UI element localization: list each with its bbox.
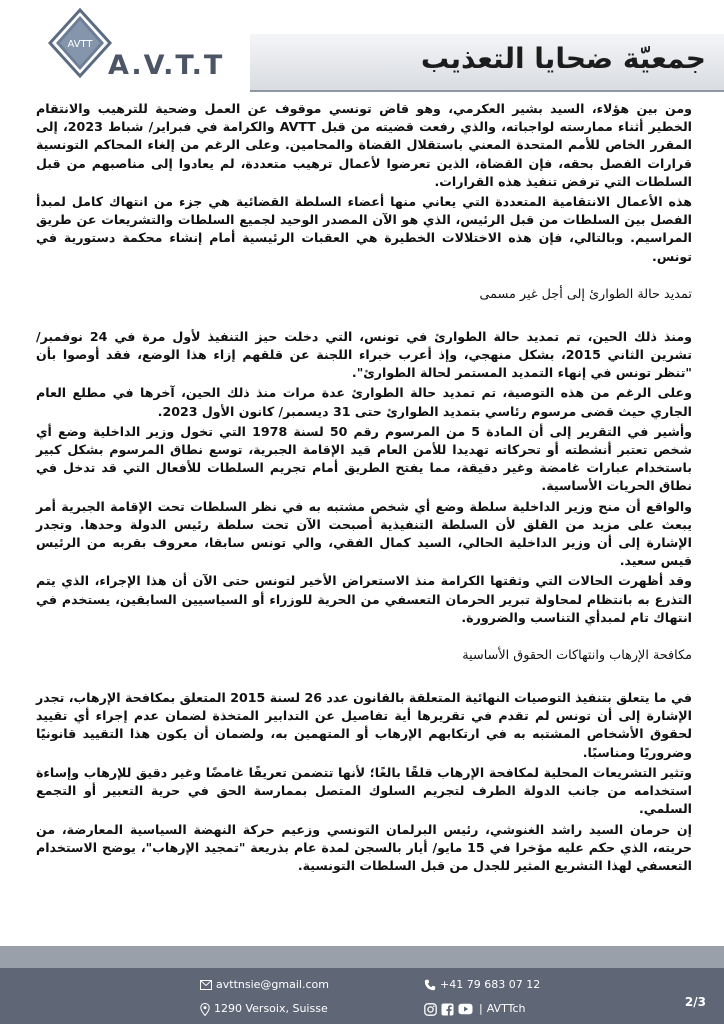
facebook-icon[interactable] xyxy=(441,1003,454,1016)
email-text: avttnsie@gmail.com xyxy=(216,978,329,991)
footer-phone[interactable] xyxy=(424,978,540,992)
phone-icon xyxy=(424,979,436,991)
logo-text: A.V.T.T xyxy=(108,50,225,81)
paragraph-4: وعلى الرغم من هذه التوصية، تم تمديد حالة الطوارئ عدة مرات منذ ذلك الحين، آخرها في مطلع العام الجاري حيث قضى مرسوم رئاسي بتمديد الطوارئ حتى 31 ديسمبر/ كانون الأول 2023. xyxy=(36,385,692,419)
footer-social[interactable]: | AVTTch xyxy=(424,1002,525,1016)
organization-title: جمعيّة ضحايا التعذيب xyxy=(420,42,706,75)
instagram-icon[interactable] xyxy=(424,1003,437,1016)
social-handle-text: AVTTch xyxy=(486,1002,526,1015)
paragraph-1: ومن بين هؤلاء، السيد بشير العكرمي، وهو قاض تونسي موقوف عن العمل وضحية للترهيب والانتقام الخطير أثناء ممارسته لواجباته، والذي رفعت قضيته من قبل AVTT والكرامة في فبراير/ شباط 2023، إلى المقرر الخاص للأمم المتحدة المعني باستقلال القضاة والمحامين. وعلى الرغم من إلغاء المحاكم التونسية قرارات الفصل بحقه، فإن القضاة، الذين تعرضوا لأعمال ترهيب متعددة، لم يعادوا إلى مناصبهم من قبل السلطات التي ترفض تنفيذ هذه القرارات. xyxy=(36,101,692,189)
address-text: 1290 Versoix, Suisse xyxy=(214,1002,328,1015)
paragraph-6: والواقع أن منح وزير الداخلية سلطة وضع أي شخص مشتبه به في نظر السلطات تحت الإقامة الجبرية أمر يبعث على مزيد من القلق لأن السلطة التنفيذية أصبحت الآن تحت سلطة رئيس الدولة وحدها. وتجدر الإشارة إلى أن وزير الداخلية الحالي، السيد كمال الفقي، والي تونس سابقا، معروف بقربه من الرئيس قيس سعيد. xyxy=(36,498,692,569)
footer-address xyxy=(200,1002,328,1016)
email-icon xyxy=(200,980,212,990)
logo-small-text: AVTT xyxy=(67,39,93,50)
section-heading-counter-terrorism: مكافحة الإرهاب وانتهاكات الحقوق الأساسية xyxy=(462,648,692,664)
paragraph-2: هذه الأعمال الانتقامية المتعددة التي يعاني منها أعضاء السلطة القضائية هي جزء من انتهاك كامل لمبدأ الفصل بين السلطات من قبل الرئيس، الذي هو الآن المصدر الوحيد لجميع السلطات والتشريعات عن طريق المراسيم. وبالتالي، فإن هذه الاختلالات الخطيرة هي العقبات الرئيسية أمام إنشاء محكمة دستورية في تونس. xyxy=(36,194,692,264)
page-number: 2/3 xyxy=(684,995,706,1009)
paragraph-9: وتثير التشريعات المحلية لمكافحة الإرهاب قلقًا بالغًا؛ لأنها تتضمن تعريفًا غامضًا وغير دقيق للإرهاب وإساءة استخدامه من جانب الدولة الطرف لتجريم السلوك المتصل بممارسة الحق في حرية التعبير أو التجمع السلمي. xyxy=(36,764,692,817)
section-heading-state-of-emergency: تمديد حالة الطوارئ إلى أجل غير مسمى xyxy=(479,286,692,302)
youtube-icon[interactable] xyxy=(458,1003,473,1015)
paragraph-8: في ما يتعلق بتنفيذ التوصيات النهائية المتعلقة بالقانون عدد 26 لسنة 2015 المتعلق بمكافحة الإرهاب، تجدر الإشارة إلى أن تونس لم تقدم في تقريرها أية تفاصيل عن التدابير المتخذة لضمان عدم إجراء أي تقييد لحقوق الأشخاص المشتبه به في ارتكابهم الإرهاب أو المتهمين به، ولضمان أن يكون هذا التقييد قانونيًا وضروريًا ومناسبًا. xyxy=(36,690,692,760)
paragraph-7: وقد أظهرت الحالات التي وثقتها الكرامة منذ الاستعراض الأخير لتونس حتى الآن أن هذا الإجراء، الذي يتم التذرع به بانتظام لمحاولة تبرير الحرمان التعسفي من الحرية للوزراء أو السياسيين السابقين، يستخدم في انتهاك تام لمبدأي التناسب والضرورة. xyxy=(36,573,692,625)
logo xyxy=(0,0,250,98)
header-banner xyxy=(250,34,724,92)
phone-text: +41 79 683 07 12 xyxy=(440,978,541,991)
location-pin-icon xyxy=(200,1003,210,1016)
paragraph-3: ومنذ ذلك الحين، تم تمديد حالة الطوارئ في تونس، التي دخلت حيز التنفيذ لأول مرة في 24 نوفمبر/ تشرين الثاني 2015، بشكل منهجي، وإذ أعرب خبراء اللجنة عن قلقهم إزاء هذا الوضع، فقد أوصوا بأن "تنظر تونس في إنهاء التمديد المستمر لحالة الطوارئ". xyxy=(36,328,692,381)
document-body xyxy=(36,100,692,877)
footer-email[interactable] xyxy=(200,978,329,992)
page-header xyxy=(0,0,724,98)
page-footer xyxy=(0,946,724,1024)
paragraph-10: إن حرمان السيد راشد الغنوشي، رئيس البرلمان التونسي وزعيم حركة النهضة السياسية المعارضة، من حريته، الذي حكم عليه مؤخرا في 15 مايو/ أيار بالسجن لمدة عام بذريعة "تمجيد الإرهاب"، يوضح الاستخدام التعسفي لهذا التشريع المثير للجدل من قبل السلطات التونسية. xyxy=(36,821,692,873)
footer-top-band xyxy=(0,946,724,968)
paragraph-5: وأشير في التقرير إلى أن المادة 5 من المرسوم رقم 50 لسنة 1978 التي تخول وزير الداخلية وضع أي شخص تعتبر أنشطته أو تحركاته تهديدا للأمن العام قيد الإقامة الجبرية، توسع نطاق المرسوم بشكل كبير باستخدام عبارات غامضة وغير دقيقة، مما يفتح الطريق أمام تجريم السلطات للأفعال التي قد تدخل في نطاق الحريات الأساسية. xyxy=(36,423,692,494)
